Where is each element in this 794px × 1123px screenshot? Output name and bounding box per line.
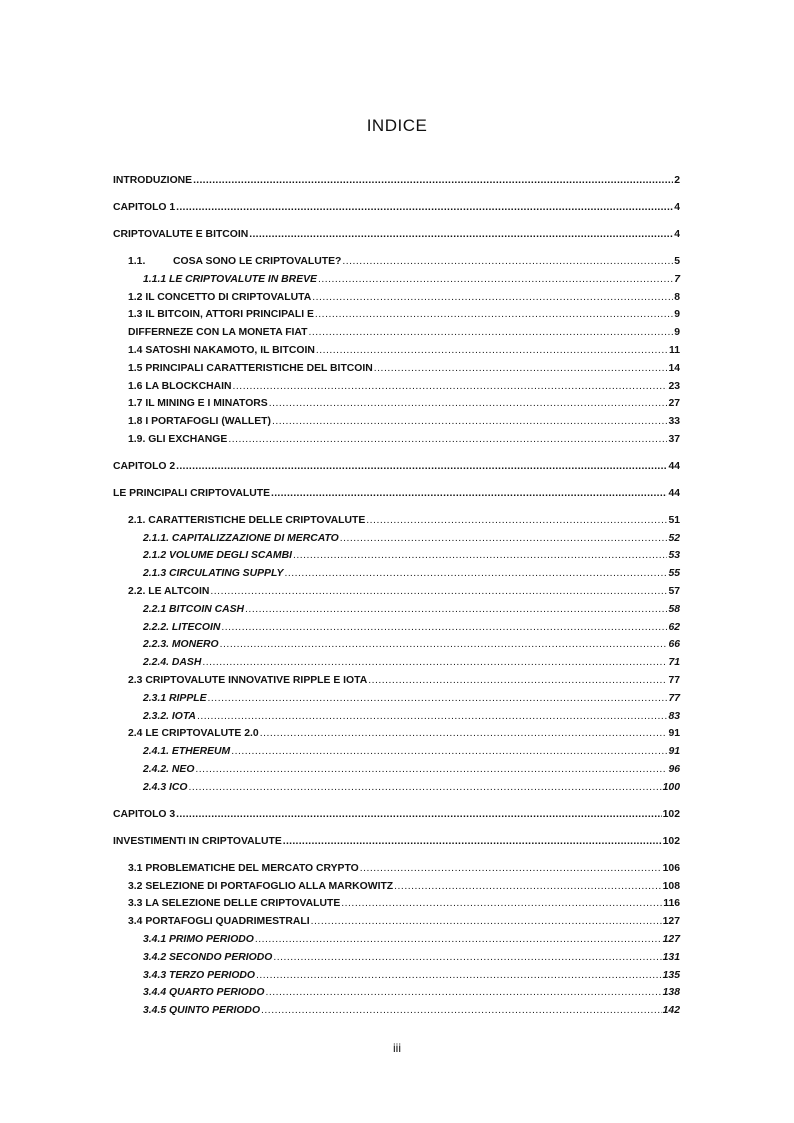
toc-entry-page: 27	[668, 398, 680, 410]
toc-entry-page: 96	[668, 764, 680, 776]
leader-dots	[193, 172, 673, 190]
toc-entry-label: 3.4.1 PRIMO PERIODO	[143, 933, 254, 945]
toc-entry-page: 9	[674, 309, 680, 321]
leader-dots	[176, 458, 667, 476]
leader-dots	[269, 395, 668, 413]
toc-entry-page: 102	[662, 808, 680, 820]
leader-dots	[341, 895, 662, 913]
toc-entry-page: 44	[668, 487, 680, 499]
toc-entry-page: 108	[662, 880, 680, 892]
toc-entry-1-1-1[interactable]	[113, 271, 680, 289]
toc-entry-introduzione[interactable]	[113, 172, 680, 190]
leader-dots	[374, 360, 668, 378]
leader-dots	[265, 984, 661, 1002]
toc-entry-2-4[interactable]	[113, 725, 680, 743]
toc-entry-label: 2.1.2 VOLUME DEGLI SCAMBI	[143, 550, 292, 562]
toc-entry-text: COSA SONO LE CRIPTOVALUTE?	[173, 255, 342, 267]
toc-entry-label	[128, 253, 341, 271]
toc-entry-label: 2.4 LE CRIPTOVALUTE 2.0	[128, 728, 259, 740]
leader-dots	[188, 779, 661, 797]
toc-entry-label: 1.9. GLI EXCHANGE	[128, 433, 228, 445]
toc-entry-label: 3.1 PROBLEMATICHE DEL MERCATO CRYPTO	[128, 862, 359, 874]
leader-dots	[249, 226, 673, 244]
toc-entry-page: 11	[669, 344, 680, 356]
leader-dots	[245, 601, 667, 619]
leader-dots	[231, 743, 667, 761]
toc-entry-3-4-5[interactable]	[113, 1002, 680, 1020]
toc-entry-page: 2	[674, 175, 680, 186]
toc-entry-page: 127	[662, 933, 680, 945]
leader-dots	[220, 636, 668, 654]
leader-dots	[233, 378, 668, 396]
toc-entry-label: 2.1.1. CAPITALIZZAZIONE DI MERCATO	[143, 532, 339, 544]
toc-entry-page: 77	[668, 692, 680, 704]
leader-dots	[176, 199, 673, 217]
toc-entry-1-3[interactable]	[113, 306, 680, 324]
toc-entry-3-2[interactable]	[113, 878, 680, 896]
leader-dots	[228, 431, 667, 449]
toc-entry-2-1[interactable]	[113, 512, 680, 530]
leader-dots	[316, 342, 668, 360]
toc-entry-2-4-3[interactable]	[113, 779, 680, 797]
toc-entry-label: 1.5 PRINCIPALI CARATTERISTICHE DEL BITCOIN	[128, 362, 373, 374]
toc-entry-page: 52	[668, 532, 680, 544]
leader-dots	[311, 913, 662, 931]
toc-entry-3-4[interactable]	[113, 913, 680, 931]
toc-entry-label: 2.2.3. MONERO	[143, 639, 219, 651]
toc-entry-page: 55	[668, 568, 680, 580]
toc-entry-2-4-2[interactable]	[113, 761, 680, 779]
toc-entry-2-1-1[interactable]	[113, 530, 680, 548]
leader-dots	[272, 413, 667, 431]
toc-entry-label: DIFFERNEZE CON LA MONETA FIAT	[128, 327, 308, 339]
toc-entry-page: 131	[662, 951, 680, 963]
toc-entry-label: INTRODUZIONE	[113, 175, 193, 186]
toc-entry-page: 33	[668, 416, 680, 428]
toc-entry-label: CAPITOLO 3	[113, 808, 176, 820]
toc-entry-label: 2.2. LE ALTCOIN	[128, 586, 210, 598]
toc-entry-page: 7	[674, 273, 680, 285]
toc-entry-page: 8	[674, 291, 680, 303]
table-of-contents	[113, 172, 680, 1020]
leader-dots	[318, 271, 673, 289]
toc-entry-3-1[interactable]	[113, 860, 680, 878]
leader-dots	[260, 725, 668, 743]
toc-entry-label: 1.1.1 LE CRIPTOVALUTE IN BREVE	[143, 273, 317, 285]
toc-entry-page: 44	[668, 460, 680, 472]
toc-entry-1-8[interactable]	[113, 413, 680, 431]
toc-entry-page: 23	[668, 380, 680, 392]
toc-entry-1-4[interactable]	[113, 342, 680, 360]
toc-entry-2-1-2[interactable]	[113, 547, 680, 565]
toc-entry-label: 2.4.1. ETHEREUM	[143, 746, 231, 758]
toc-entry-investimenti-in-criptovalute[interactable]	[113, 833, 680, 851]
toc-entry-page: 138	[662, 987, 680, 999]
leader-dots	[368, 672, 667, 690]
toc-entry-page: 4	[674, 228, 680, 240]
toc-entry-2-3-2[interactable]	[113, 708, 680, 726]
toc-entry-1-5[interactable]	[113, 360, 680, 378]
toc-entry-3-4-4[interactable]	[113, 984, 680, 1002]
toc-entry-2-3-1[interactable]	[113, 690, 680, 708]
toc-entry-label: CRIPTOVALUTE E BITCOIN	[113, 228, 249, 240]
toc-entry-label: 2.4.2. NEO	[143, 764, 195, 776]
toc-entry-label: 1.3 IL BITCOIN, ATTORI PRINCIPALI E	[128, 309, 314, 321]
toc-entry-label: 1.6 LA BLOCKCHAIN	[128, 380, 232, 392]
toc-entry-page: 5	[674, 255, 680, 267]
toc-entry-3-4-3[interactable]	[113, 967, 680, 985]
toc-entry-label: 2.2.4. DASH	[143, 657, 202, 669]
toc-entry-2-2-1[interactable]	[113, 601, 680, 619]
toc-entry-label: 1.4 SATOSHI NAKAMOTO, IL BITCOIN	[128, 344, 315, 356]
toc-entry-page: 66	[668, 639, 680, 651]
toc-entry-2-2-2[interactable]	[113, 619, 680, 637]
toc-entry-label: INVESTIMENTI IN CRIPTOVALUTE	[113, 835, 282, 847]
toc-entry-label: 2.2.1 BITCOIN CASH	[143, 603, 245, 615]
toc-entry-page: 14	[668, 362, 680, 374]
leader-dots	[309, 324, 674, 342]
toc-entry-page: 4	[674, 201, 680, 213]
toc-entry-label: 2.1. CARATTERISTICHE DELLE CRIPTOVALUTE	[128, 514, 366, 526]
toc-entry-label: 3.4.4 QUARTO PERIODO	[143, 987, 265, 999]
toc-entry-page: 100	[662, 781, 680, 793]
toc-entry-page: 71	[668, 657, 680, 669]
page-title: INDICE	[366, 116, 428, 135]
toc-entry-label: 3.4.2 SECONDO PERIODO	[143, 951, 273, 963]
toc-entry-label: 3.4.3 TERZO PERIODO	[143, 969, 256, 981]
toc-entry-label: 2.3.1 RIPPLE	[143, 692, 207, 704]
leader-dots	[195, 761, 667, 779]
leader-dots	[315, 306, 673, 324]
toc-entry-capitolo-1[interactable]	[113, 199, 680, 217]
toc-entry-2-2-4[interactable]	[113, 654, 680, 672]
toc-entry-label: 1.8 I PORTAFOGLI (WALLET)	[128, 416, 271, 428]
toc-entry-page: 53	[668, 550, 680, 562]
leader-dots	[366, 512, 667, 530]
toc-entry-label: CAPITOLO 2	[113, 460, 176, 472]
leader-dots	[208, 690, 668, 708]
toc-entry-label: 3.2 SELEZIONE DI PORTAFOGLIO ALLA MARKOWITZ	[128, 880, 394, 892]
leader-dots	[273, 949, 661, 967]
toc-entry-label: LE PRINCIPALI CRIPTOVALUTE	[113, 487, 271, 499]
toc-entry-page: 106	[662, 862, 680, 874]
toc-entry-page: 57	[668, 586, 680, 598]
leader-dots	[255, 931, 662, 949]
toc-entry-label: 1.7 IL MINING E I MINATORS	[128, 398, 268, 410]
toc-entry-capitolo-2[interactable]	[113, 458, 680, 476]
toc-entry-1-7[interactable]	[113, 395, 680, 413]
toc-entry-page: 58	[668, 603, 680, 615]
leader-dots	[261, 1002, 662, 1020]
toc-entry-1-6[interactable]	[113, 378, 680, 396]
toc-entry-label: 2.4.3 ICO	[143, 781, 188, 793]
toc-entry-page: 37	[668, 433, 680, 445]
toc-entry-2-4-1[interactable]	[113, 743, 680, 761]
toc-entry-label: 3.3 LA SELEZIONE DELLE CRIPTOVALUTE	[128, 898, 341, 910]
toc-entry-label: 3.4.5 QUINTO PERIODO	[143, 1005, 261, 1017]
leader-dots	[271, 485, 667, 503]
toc-entry-page: 116	[663, 898, 680, 910]
leader-dots	[342, 253, 673, 271]
toc-entry-page: 102	[662, 835, 680, 847]
toc-entry-3-3[interactable]	[113, 895, 680, 913]
page-number: iii	[393, 1041, 401, 1055]
toc-entry-1-2[interactable]	[113, 289, 680, 307]
leader-dots	[394, 878, 662, 896]
leader-dots	[340, 530, 668, 548]
toc-entry-page: 135	[662, 969, 680, 981]
leader-dots	[256, 967, 662, 985]
leader-dots	[312, 289, 673, 307]
toc-entry-2-2-3[interactable]	[113, 636, 680, 654]
toc-entry-page: 83	[668, 710, 680, 722]
toc-entry-page: 91	[668, 728, 680, 740]
leader-dots	[197, 708, 668, 726]
toc-entry-page: 77	[668, 675, 680, 687]
toc-entry-label: 2.3.2. IOTA	[143, 710, 196, 722]
toc-entry-2-3[interactable]	[113, 672, 680, 690]
leader-dots	[293, 547, 667, 565]
toc-entry-criptovalute-e-bitcoin[interactable]	[113, 226, 680, 244]
toc-entry-1-9[interactable]	[113, 431, 680, 449]
toc-entry-2-2[interactable]	[113, 583, 680, 601]
leader-dots	[210, 583, 667, 601]
toc-entry-1-3-cont[interactable]	[113, 324, 680, 342]
toc-entry-page: 127	[662, 916, 680, 928]
leader-dots	[283, 833, 662, 851]
toc-entry-capitolo-3[interactable]	[113, 806, 680, 824]
toc-entry-page: 51	[668, 514, 680, 526]
toc-entry-label: 2.3 CRIPTOVALUTE INNOVATIVE RIPPLE E IOTA	[128, 675, 368, 687]
toc-entry-label: 2.2.2. LITECOIN	[143, 621, 221, 633]
toc-entry-page: 91	[668, 746, 680, 758]
toc-entry-page: 62	[668, 621, 680, 633]
leader-dots	[176, 806, 661, 824]
leader-dots	[221, 619, 667, 637]
toc-entry-3-4-1[interactable]	[113, 931, 680, 949]
leader-dots	[202, 654, 667, 672]
toc-entry-page: 142	[662, 1005, 680, 1017]
toc-entry-le-principali-criptovalute[interactable]	[113, 485, 680, 503]
toc-entry-label: 3.4 PORTAFOGLI QUADRIMESTRALI	[128, 916, 310, 928]
toc-entry-2-1-3[interactable]	[113, 565, 680, 583]
toc-entry-label: 1.2 IL CONCETTO DI CRIPTOVALUTA	[128, 291, 312, 303]
leader-dots	[360, 860, 662, 878]
toc-entry-1-1[interactable]	[113, 253, 680, 271]
toc-entry-label: CAPITOLO 1	[113, 201, 176, 213]
toc-entry-number: 1.1.	[128, 255, 146, 267]
toc-entry-3-4-2[interactable]	[113, 949, 680, 967]
toc-entry-label: 2.1.3 CIRCULATING SUPPLY	[143, 568, 284, 580]
toc-entry-page: 9	[674, 327, 680, 339]
leader-dots	[285, 565, 668, 583]
